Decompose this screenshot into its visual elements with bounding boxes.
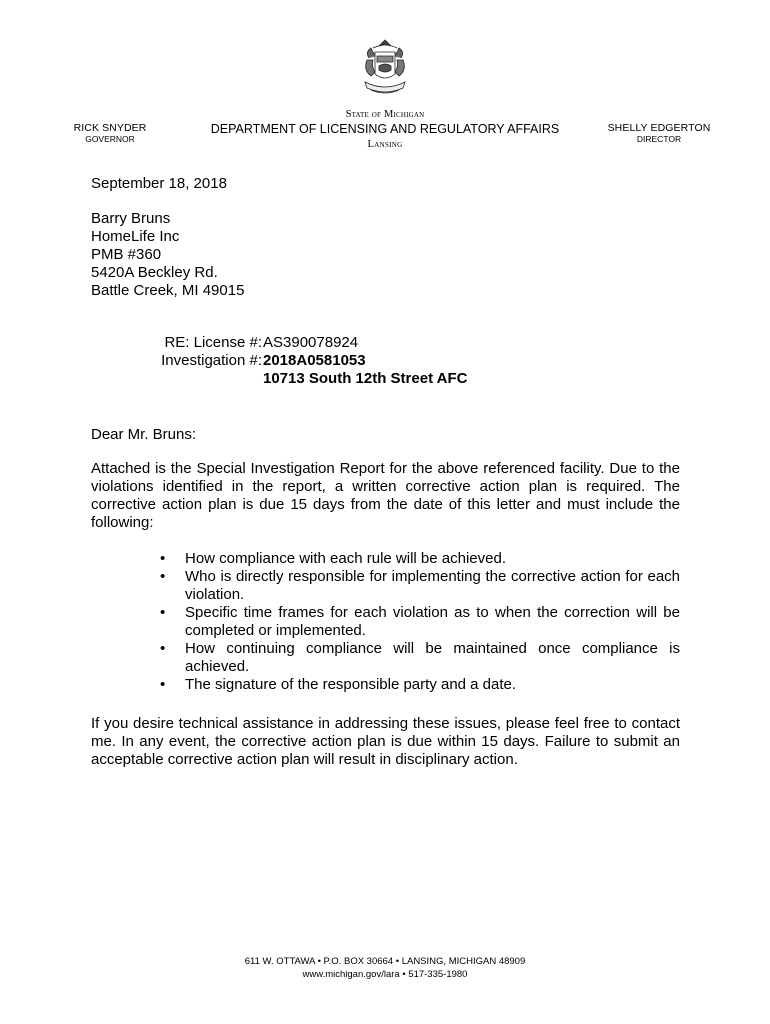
bullet-icon: •	[160, 604, 166, 621]
bullet-icon: •	[160, 568, 166, 585]
footer-contact: www.michigan.gov/lara • 517-335-1980	[302, 968, 468, 980]
list-item-text: Specific time frames for each violation as to when the correction will be completed or implemented.	[185, 604, 680, 639]
list-item	[160, 640, 680, 676]
list-item-text: The signature of the responsible party and a date.	[185, 676, 517, 693]
list-item-text: Who is directly responsible for implementing the corrective action for each violation.	[185, 568, 680, 603]
director-title: DIRECTOR	[636, 134, 682, 144]
reference-block	[91, 334, 691, 388]
city-name: Lansing	[367, 139, 403, 150]
body-paragraph-2: If you desire technical assistance in addressing these issues, please feel free to contact me. In any event, the corrective action plan is due within 15 days. Failure to submit an acceptable corrective action plan will result in disciplinary action.	[91, 715, 680, 768]
governor-name: RICK SNYDER	[73, 122, 147, 134]
recipient-line: Battle Creek, MI 49015	[91, 282, 245, 299]
recipient-address	[91, 210, 244, 300]
director-name: SHELLY EDGERTON	[607, 122, 711, 134]
letter-date: September 18, 2018	[91, 175, 227, 192]
governor-title: GOVERNOR	[85, 134, 135, 144]
investigation-label: Investigation #:	[161, 352, 262, 369]
salutation: Dear Mr. Bruns:	[91, 426, 197, 443]
recipient-line: Barry Bruns	[91, 210, 171, 227]
department-name: DEPARTMENT OF LICENSING AND REGULATORY AFFAIRS	[210, 122, 560, 136]
recipient-line: PMB #360	[91, 246, 162, 263]
bullet-icon: •	[160, 676, 166, 693]
letterhead	[180, 108, 590, 151]
investigation-number: 2018A0581053	[263, 352, 366, 369]
footer-address: 611 W. OTTAWA • P.O. BOX 30664 • LANSING, MICHIGAN 48909	[244, 956, 526, 967]
recipient-line: HomeLife Inc	[91, 228, 180, 245]
requirements-list	[160, 550, 680, 694]
spacer-label	[91, 370, 262, 388]
body-paragraph-1: Attached is the Special Investigation Report for the above referenced facility. Due to the violations identified in the report, a written corrective action plan is required. The corrective action plan is due 15 days from the date of this letter and must include the following:	[91, 460, 680, 531]
bullet-icon: •	[160, 550, 166, 567]
governor-block	[60, 122, 160, 145]
list-item	[160, 604, 680, 640]
recipient-line: 5420A Beckley Rd.	[91, 264, 218, 281]
list-item	[160, 550, 680, 568]
list-item	[160, 676, 680, 694]
list-item	[160, 568, 680, 604]
facility-name: 10713 South 12th Street AFC	[263, 370, 468, 387]
license-number: AS390078924	[263, 334, 359, 351]
director-block	[603, 122, 715, 145]
list-item-text: How compliance with each rule will be achieved.	[185, 550, 506, 567]
state-name: State of Michigan	[345, 109, 425, 120]
license-label: RE: License #:	[164, 334, 262, 351]
michigan-state-seal-icon	[355, 36, 415, 98]
bullet-icon: •	[160, 640, 166, 657]
list-item-text: How continuing compliance will be maintained once compliance is achieved.	[185, 640, 680, 675]
footer	[135, 956, 635, 981]
